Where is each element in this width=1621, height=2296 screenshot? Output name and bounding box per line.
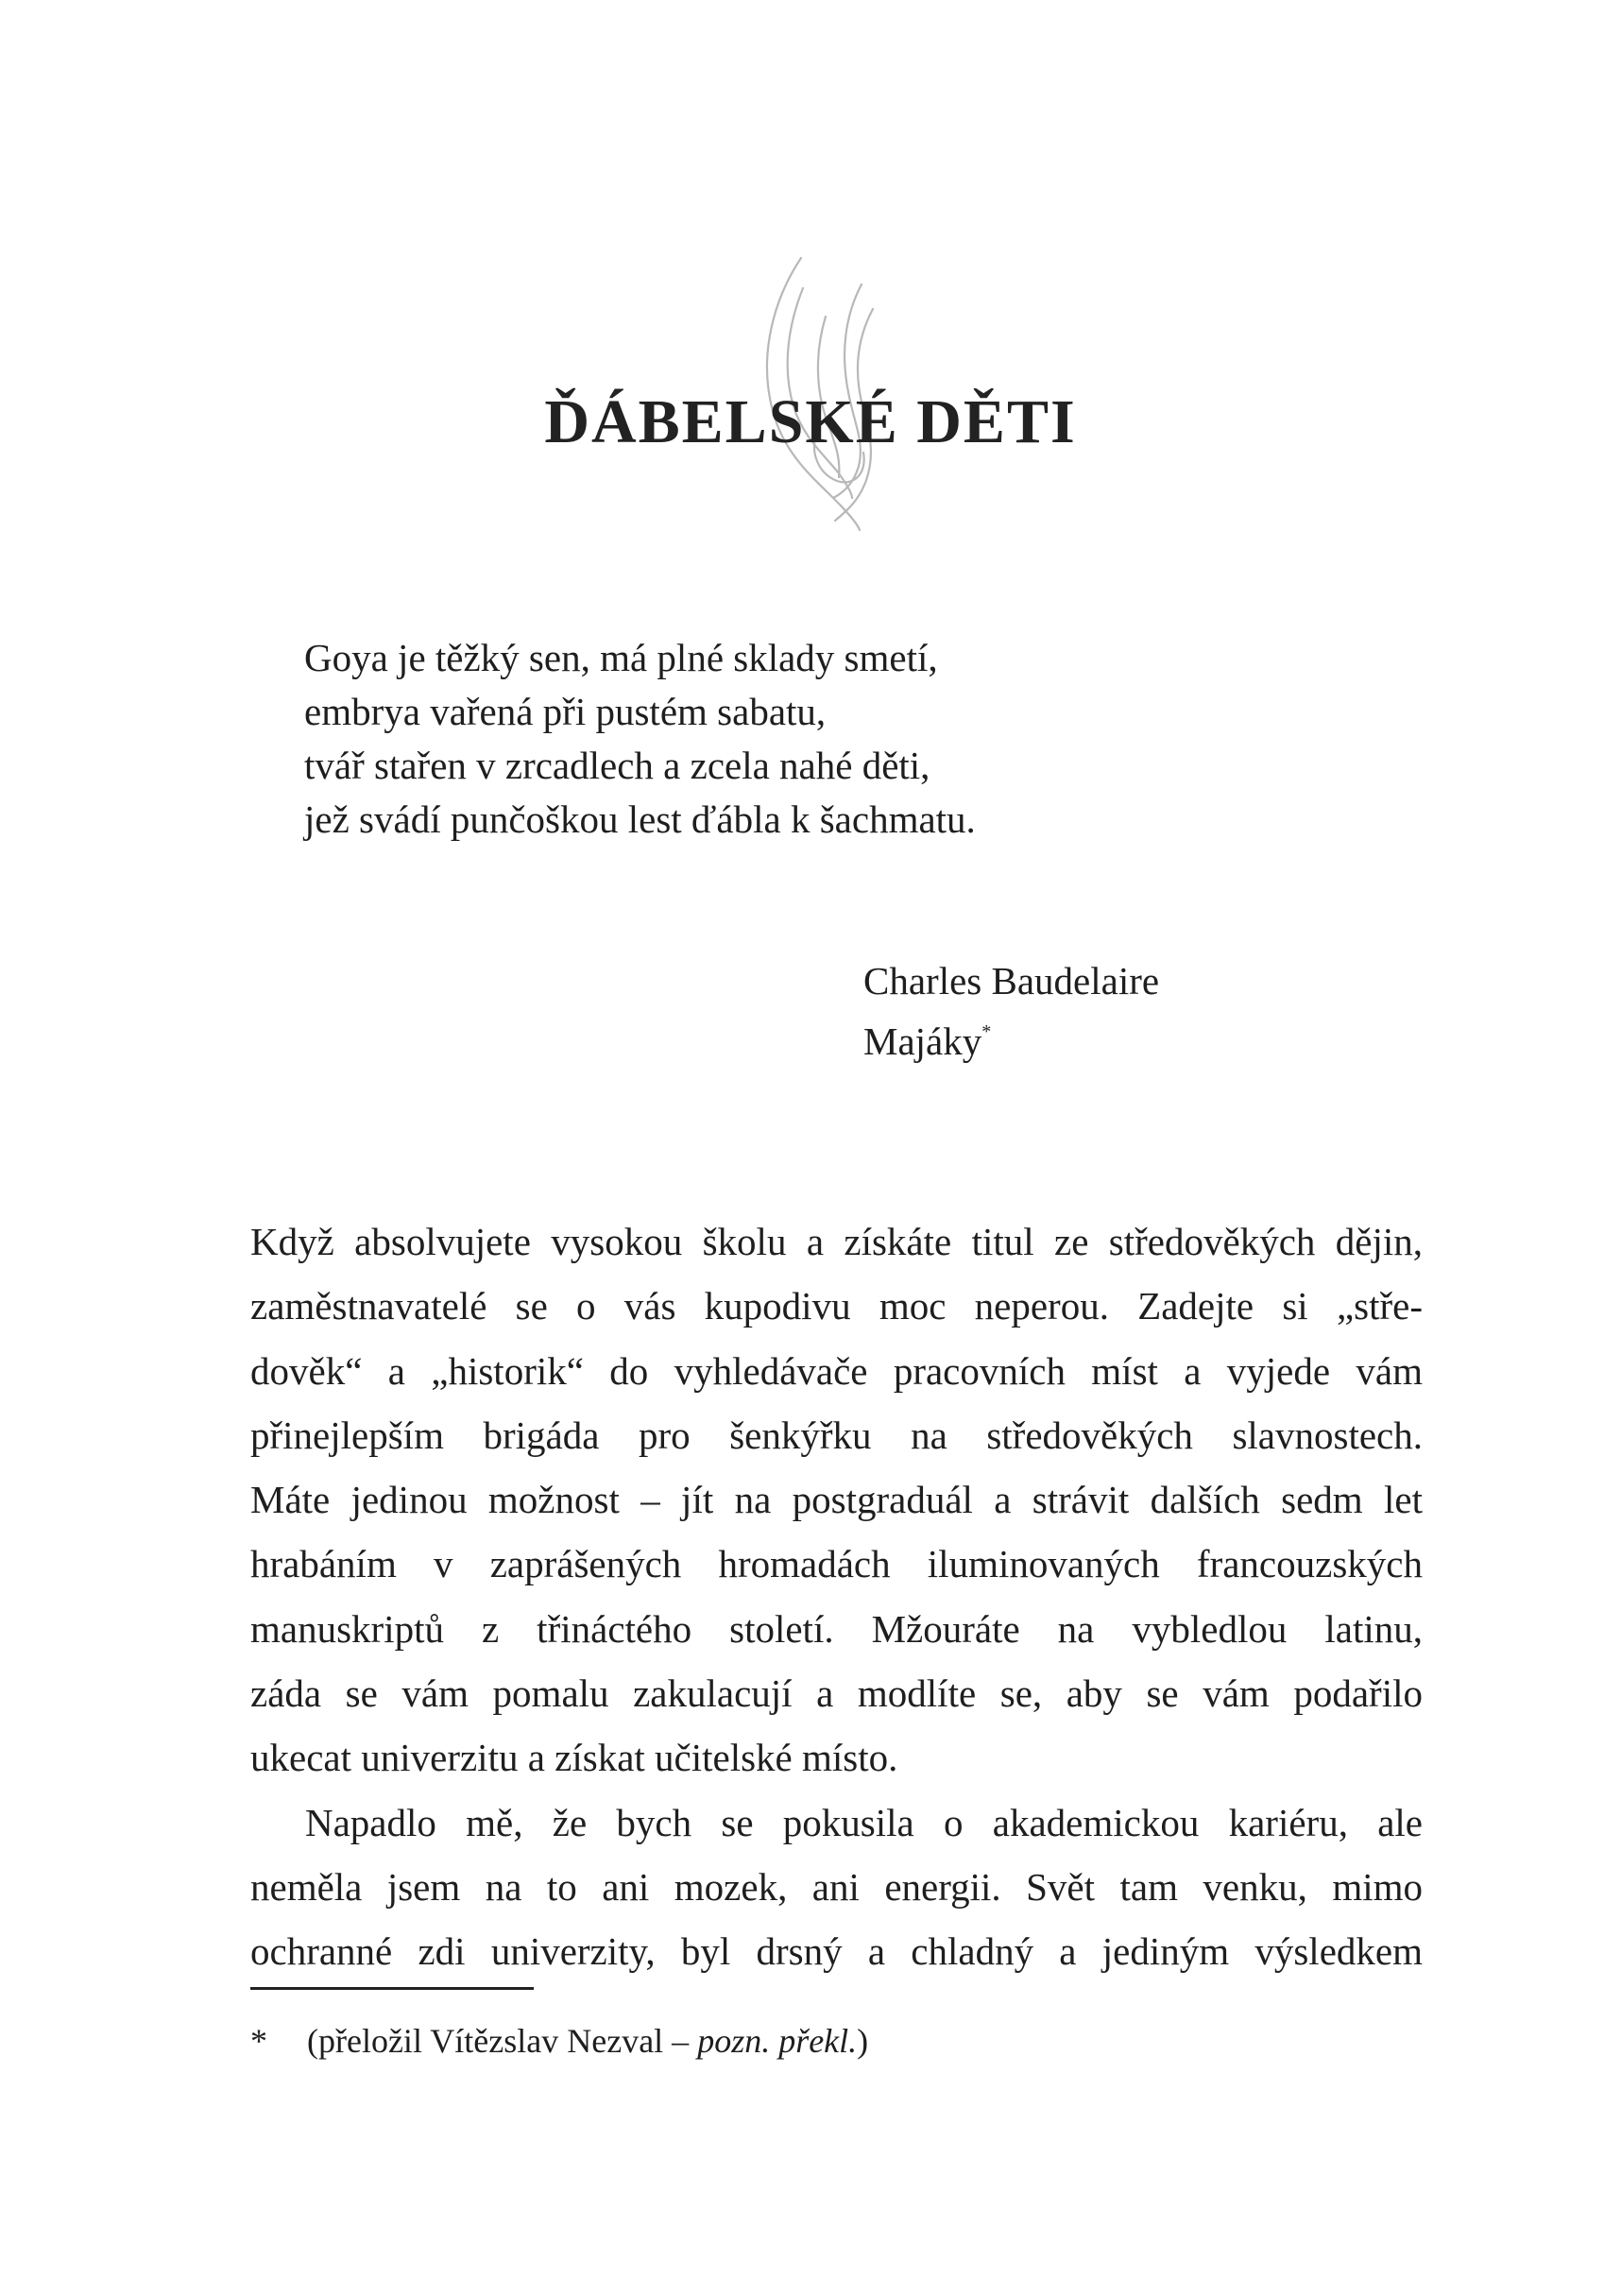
text-line: Napadlo mě, že bych se pokusila o akademickou kariéru, ale	[305, 1800, 1423, 1844]
text-line: dověk“ a „historik“ do vyhledávače pracovních míst a vyjede vám	[250, 1348, 1423, 1393]
epigraph-line: tvář stařen v zrcadlech a zcela nahé děti,	[304, 744, 930, 787]
text-line: záda se vám pomalu zakulacují a modlíte se, aby se vám podařilo	[250, 1671, 1423, 1716]
epigraph-line: embrya vařená při pustém sabatu,	[304, 690, 827, 733]
footnote-text-prefix: (přeložil Vítězslav Nezval –	[307, 2022, 698, 2060]
paragraph-2	[250, 1791, 1423, 1984]
text-line: Když absolvujete vysokou školu a získáte titul ze středověkých dějin,	[250, 1220, 1423, 1263]
footnote-marker: *	[250, 2022, 267, 2060]
epigraph-line: Goya je těžký sen, má plné sklady smetí,	[304, 636, 938, 679]
text-line: zaměstnavatelé se o vás kupodivu moc neperou. Zadejte si „stře-	[250, 1284, 1423, 1328]
chapter-title: ĎÁBELSKÉ DĚTI	[544, 387, 1077, 456]
epigraph-attribution	[863, 951, 1159, 1071]
footnote-text-suffix: )	[857, 2022, 869, 2060]
footnote	[250, 2018, 868, 2064]
text-line: ochranné zdi univerzity, byl drsný a chladný a jediným výsledkem	[250, 1929, 1423, 1974]
footnote-text-italic: pozn. překl.	[697, 2022, 858, 2060]
text-line: Máte jedinou možnost – jít na postgraduál a strávit dalších sedm let	[250, 1478, 1423, 1522]
footnote-reference: *	[981, 1021, 992, 1042]
footnote-divider	[250, 1987, 534, 1990]
text-line: manuskriptů z třináctého století. Mžouráte na vybledlou latinu,	[250, 1606, 1423, 1651]
paragraph-1	[250, 1209, 1423, 1791]
epigraph-poem	[304, 631, 1343, 847]
epigraph-author: Charles Baudelaire	[863, 959, 1160, 1002]
body-text	[250, 1209, 1423, 1984]
text-line: neměla jsem na to ani mozek, ani energii. Svět tam venku, mimo	[250, 1864, 1423, 1909]
epigraph-line: jež svádí punčoškou lest ďábla k šachmatu.	[304, 797, 976, 841]
text-line: ukecat univerzitu a získat učitelské místo.	[250, 1736, 898, 1780]
text-line: přinejlepším brigáda pro šenkýřku na středověkých slavnostech.	[250, 1413, 1423, 1457]
text-line: hrabáním v zaprášených hromadách iluminovaných francouzských	[250, 1542, 1423, 1586]
epigraph-work-line	[863, 1011, 1159, 1071]
epigraph-work: Majáky	[863, 1019, 982, 1063]
